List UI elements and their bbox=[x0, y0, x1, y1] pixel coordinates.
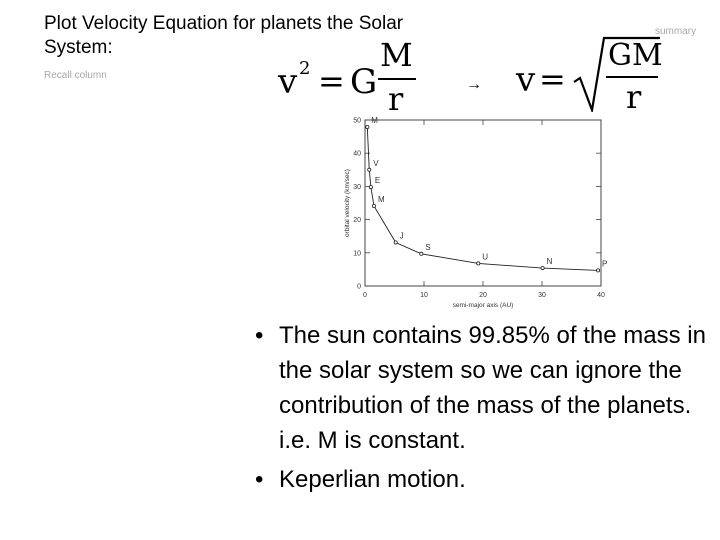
equation-v-squared bbox=[278, 36, 418, 122]
equation-velocity bbox=[516, 36, 666, 116]
y-tick-label: 20 bbox=[353, 217, 361, 225]
data-point-label: E bbox=[374, 176, 381, 186]
data-point bbox=[477, 262, 480, 265]
velocity-series-line bbox=[367, 127, 598, 270]
eq1-numerator: M bbox=[380, 36, 413, 74]
y-tick-label: 40 bbox=[353, 150, 361, 158]
slide-title: Plot Velocity Equation for planets the Solar System: bbox=[44, 13, 404, 58]
x-axis-label: semi-major axis (AU) bbox=[452, 302, 514, 309]
data-point-label: P bbox=[602, 259, 608, 269]
data-point bbox=[596, 269, 599, 272]
y-tick-label: 0 bbox=[357, 283, 361, 291]
x-tick-label: 20 bbox=[479, 292, 487, 299]
data-point bbox=[368, 168, 371, 171]
y-tick-label: 50 bbox=[353, 117, 361, 125]
x-tick-label: 30 bbox=[538, 292, 546, 299]
data-point bbox=[372, 204, 375, 207]
eq1-exponent: 2 bbox=[299, 58, 311, 79]
data-point-label: S bbox=[425, 242, 431, 252]
x-tick-label: 40 bbox=[597, 292, 605, 299]
summary-label: summary bbox=[655, 26, 697, 37]
eq2-equals: = bbox=[539, 60, 566, 98]
bullet-icon: • bbox=[255, 466, 264, 493]
data-point-label: U bbox=[482, 252, 489, 262]
data-point bbox=[394, 241, 397, 244]
data-point-label: M bbox=[377, 194, 385, 204]
bullet-item bbox=[250, 318, 710, 458]
arrow-icon: → bbox=[466, 76, 482, 93]
orbital-velocity-chart bbox=[335, 112, 615, 312]
eq2-denominator: r bbox=[626, 78, 642, 116]
y-tick-label: 30 bbox=[353, 183, 361, 191]
eq2-numerator: GM bbox=[608, 38, 663, 73]
eq1-equals: = bbox=[318, 62, 345, 100]
eq1-v: v bbox=[278, 62, 298, 102]
x-tick-label: 10 bbox=[420, 292, 428, 299]
bullet-icon: • bbox=[255, 322, 264, 349]
bullet-item bbox=[250, 462, 710, 497]
data-point bbox=[369, 185, 372, 188]
y-tick-label: 10 bbox=[353, 250, 361, 258]
recall-column-label: Recall column bbox=[44, 70, 107, 81]
y-axis-label: orbital velocity (km/sec) bbox=[344, 169, 351, 237]
data-point bbox=[541, 266, 544, 269]
eq2-v: v bbox=[516, 60, 536, 100]
x-tick-label: 0 bbox=[363, 292, 367, 299]
bullet-text: The sun contains 99.85% of the mass in the solar system so we can ignore the contribution of the mass of the planets. i.e. M is constant. bbox=[279, 322, 706, 454]
eq1-denominator: r bbox=[388, 80, 404, 118]
data-point-label: N bbox=[546, 257, 553, 267]
eq1-g: G bbox=[350, 62, 378, 102]
data-point-label: J bbox=[399, 231, 404, 241]
data-point bbox=[366, 125, 369, 128]
bullet-text: Keperlian motion. bbox=[279, 466, 466, 493]
bullet-list bbox=[250, 318, 710, 497]
data-point-label: V bbox=[373, 158, 379, 168]
data-point-label: M bbox=[371, 115, 378, 125]
data-point bbox=[420, 252, 423, 255]
